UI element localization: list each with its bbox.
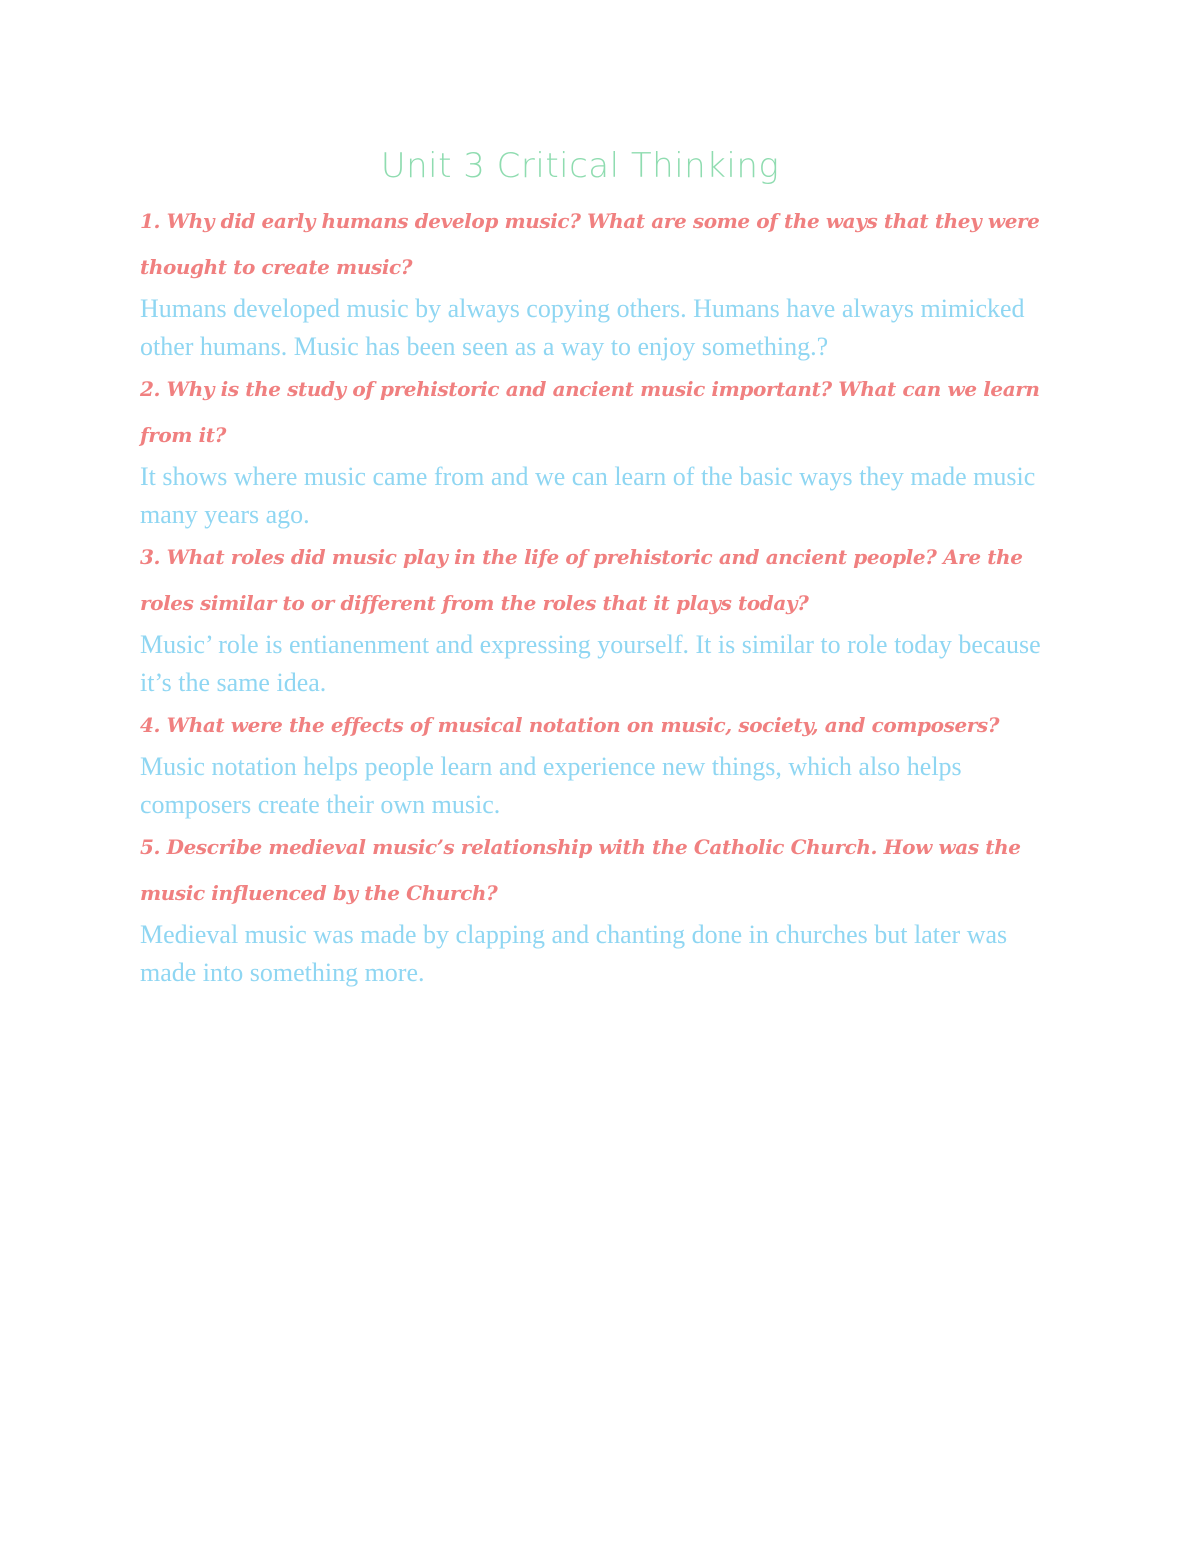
- qa-item-5: [140, 824, 1060, 992]
- qa-item-2: [140, 366, 1060, 534]
- qa-item-4: [140, 702, 1060, 824]
- question-text: 5. Describe medieval music’s relationship with the Catholic Church. How was the music influenced by the Church?: [140, 835, 1021, 905]
- answer-text: Music’ role is entianenment and expressing yourself. It is similar to role today because it’s the same idea.: [140, 630, 1041, 697]
- document-title: Unit 3 Critical Thinking: [380, 146, 780, 186]
- qa-item-3: [140, 534, 1060, 702]
- answer-text: It shows where music came from and we can learn of the basic ways they made music many years ago.: [140, 462, 1036, 529]
- answer-text: Humans developed music by always copying others. Humans have always mimicked other humans. Music has been seen as a way to enjoy something.?: [140, 294, 1025, 361]
- question-text: 2. Why is the study of prehistoric and ancient music important? What can we learn from it?: [140, 377, 1040, 447]
- qa-item-1: [140, 198, 1060, 366]
- question-text: 3. What roles did music play in the life of prehistoric and ancient people? Are the roles similar to or different from the roles that it plays today?: [140, 545, 1023, 615]
- answer-text: Medieval music was made by clapping and chanting done in churches but later was made into something more.: [140, 920, 1008, 987]
- question-text: 1. Why did early humans develop music? What are some of the ways that they were thought to create music?: [140, 209, 1040, 279]
- question-list: [140, 198, 1060, 992]
- question-text: 4. What were the effects of musical notation on music, society, and composers?: [140, 713, 1000, 737]
- answer-text: Music notation helps people learn and experience new things, which also helps composers create their own music.: [140, 752, 962, 819]
